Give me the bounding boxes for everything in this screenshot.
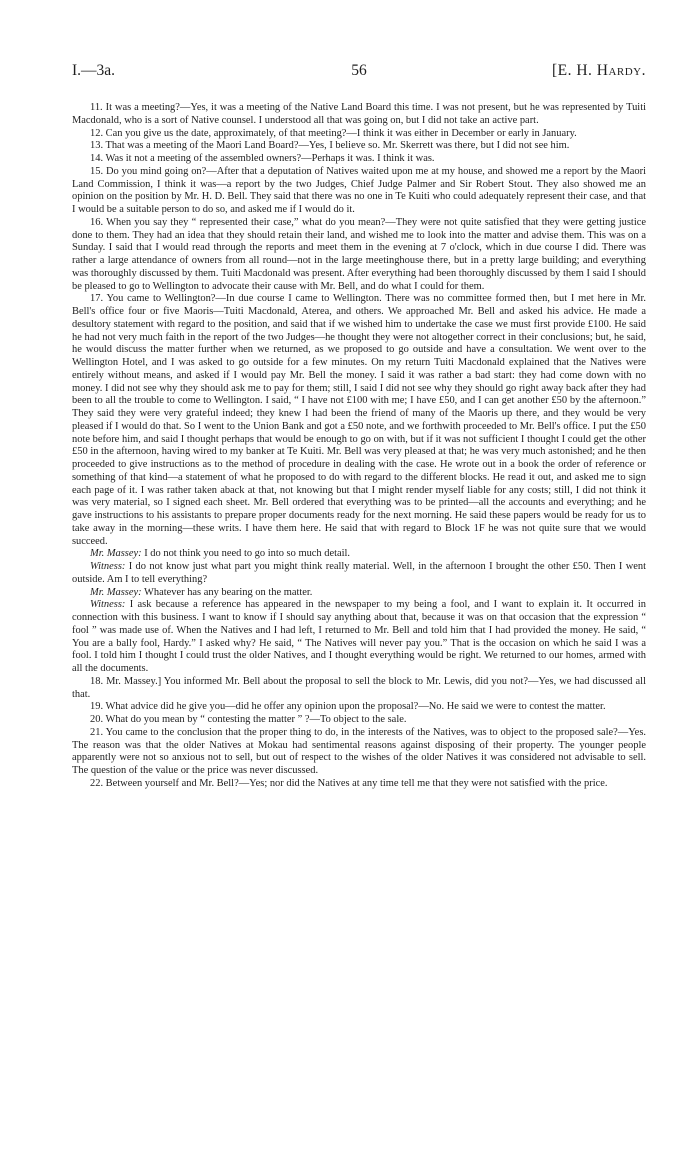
paragraph-q21: 21. You came to the conclusion that the proper thing to do, in the interests of the Natives, was to object to the proposed sale?—Yes. The reason was that the older Natives at Mokau had sentimental reasons against disposing of their property. The younger people apparently were not so anxious not to sell, but out of respect to the wishes of the older Natives it was considered not advisable to sell. The question of the value or the price was never discussed. bbox=[72, 726, 646, 776]
paragraph-q16: 16. When you say they “ represented their case,” what do you mean?—They were not quite satisfied that they were getting justice done to them. They had an idea that they should retain their land, and wished me to look into the matter and advise them. This was on a Sunday. I said that I would read through the reports and meet them in the evening at 7 o'clock, which in due course I did. There was rather a large attendance of owners from all round—not in the large meetinghouse there, but in a pretty large building; and everything was thoroughly discussed by them. Tuiti Macdonald was present. After everything had been thoroughly discussed by them I said I should be pleased to go to Wellington to advocate their cause with Mr. Bell, and do what I could for them. bbox=[72, 216, 646, 292]
paragraph-q17: 17. You came to Wellington?—In due course I came to Wellington. There was no committee formed then, but I met here in Mr. Bell's office four or five Maoris—Tuiti Macdonald, Aterea, and others. We approached Mr. Bell and asked his advice. He made a desultory statement with regard to the position, and said that if we wished him to undertake the case we must first provide £100. He said he had not very much faith in the report of the two Judges—he thought they were not altogether correct in their conclusions; but, he said, he would discuss the matter further when we returned, as we proposed to go outside and have a consultation. We went over to the Wellington Hotel, and I was asked to go outside for a few minutes. On my return Tuiti Macdonald explained that the Natives were entirely without means, and asked if I would pay Mr. Bell the money. I said it was rather a bad start: they had come down with no money. I did not see why they should ask me to pay for them; still, I said I did not see why they should go right away back after they had been to all the trouble to come to Wellington. I said, “ I have not £100 with me; I have £50, and I can get another £50 by the afternoon.” They said they were very grateful indeed; they knew I had been the friend of many of the Maoris up there, and they would be very pleased if I would do that. So I went to the Union Bank and got a £50 note, and we forthwith proceeded to Mr. Bell's office. I put the £50 note before him, and said I thought perhaps that would be enough to go on with, but if it was not sufficient I thought I could get the other £50 in the afternoon, having wired to my banker at Te Kuiti. Mr. Bell was very pleased at that; he was very much astonished; and he then proceeded to give instructions as to the method of procedure in dealing with the case. He wrote out in a book the order of reference or something of that kind—a statement of what he proposed to do with regard to the different blocks. He read it out, and asked me to sign each page of it. I was rather taken aback at that, not knowing but that I might render myself liable for any costs; still, I did not think it was very material, so I signed each sheet. Mr. Bell ordered that everything was to be printed—all the accounts and everything; and he gave instructions to his assistants to prepare proper documents ready for the next morning. He said these papers would be ready for us to take away in the morning—these writs. I have them here. He said that with regard to Block 1F he was not quite sure that we would succeed. bbox=[72, 293, 646, 547]
paragraph-q13: 13. That was a meeting of the Maori Land Board?—Yes, I believe so. Mr. Skerrett was there, but I did not see him. bbox=[90, 140, 570, 152]
paragraph-witness-1: Witness: I do not know just what part you might think really material. Well, in the afternoon I brought the other £50. Then I went outside. Am I to tell everything? bbox=[72, 561, 647, 585]
speaker-label: Mr. Massey: bbox=[90, 586, 142, 598]
paragraph-witness-2: Witness: I ask because a reference has appeared in the newspaper to my being a fool, and I want to explain it. It occurred in connection with this business. I want to know if I should say anything about that, because it was on that occasion that the expression “ fool ” was made use of. When the Natives and I had left, I returned to Mr. Bell and told him that I had provided the money. He said, “ You are a bally fool, Hardy.” I asked why? He said, “ The Natives will never pay you.” That is the occasion on which he said I was a fool. I told him I thought I could trust the older Natives, and I thought everything would be right. We returned to our homes, armed with all the documents. bbox=[72, 599, 647, 674]
testimony-body bbox=[72, 102, 646, 791]
paragraph-q14: 14. Was it not a meeting of the assembled owners?—Perhaps it was. I think it was. bbox=[90, 153, 435, 164]
speaker-label: Witness: bbox=[90, 561, 126, 572]
paragraph-massey-1: Mr. Massey: I do not think you need to go into so much detail. bbox=[90, 548, 351, 560]
paragraph-q15: 15. Do you mind going on?—After that a deputation of Natives waited upon me at my house, and showed me a report by the Maori Land Commission, I think it was—a report by the two Judges, Chief Judge Palmer and Sir Robert Stout. They also showed me an opinion on the position by Mr. H. D. Bell. They said that there was no one in Te Kuiti who could adequately represent their case, and that I would be a suitable person to do so, and asked me if I would do it. bbox=[72, 165, 646, 215]
document-page bbox=[72, 62, 647, 789]
paper-reference: I.—3a. bbox=[72, 62, 116, 79]
witness-name: [E. H. Hardy. bbox=[551, 62, 646, 79]
speaker-label: Witness: bbox=[90, 599, 126, 611]
paragraph-q20: 20. What do you mean by “ contesting the matter ” ?—To object to the sale. bbox=[90, 714, 407, 725]
speaker-label: Mr. Massey: bbox=[90, 548, 142, 560]
paragraph-q11: 11. It was a meeting?—Yes, it was a meeting of the Native Land Board this time. I was not present, but he was represented by Tuiti Macdonald, who is a sort of Native counsel. I understood all that was going on, but I did not take an active part. bbox=[72, 102, 646, 126]
paragraph-q12: 12. Can you give us the date, approximately, of that meeting?—I think it was either in December or early in January. bbox=[90, 127, 577, 139]
paragraph-q19: 19. What advice did he give you—did he offer any opinion upon the proposal?—No. He said we were to contest the matter. bbox=[90, 701, 606, 713]
paragraph-q18: 18. Mr. Massey.] You informed Mr. Bell about the proposal to sell the block to Mr. Lewis, did you not?—Yes, we had discussed all that. bbox=[72, 675, 646, 700]
page-header bbox=[72, 62, 646, 82]
page-number: 56 bbox=[351, 62, 367, 79]
paragraph-massey-2: Mr. Massey: Whatever has any bearing on the matter. bbox=[90, 586, 313, 598]
paragraph-q22: 22. Between yourself and Mr. Bell?—Yes; nor did the Natives at any time tell me that they were not satisfied with the price. bbox=[90, 777, 608, 789]
